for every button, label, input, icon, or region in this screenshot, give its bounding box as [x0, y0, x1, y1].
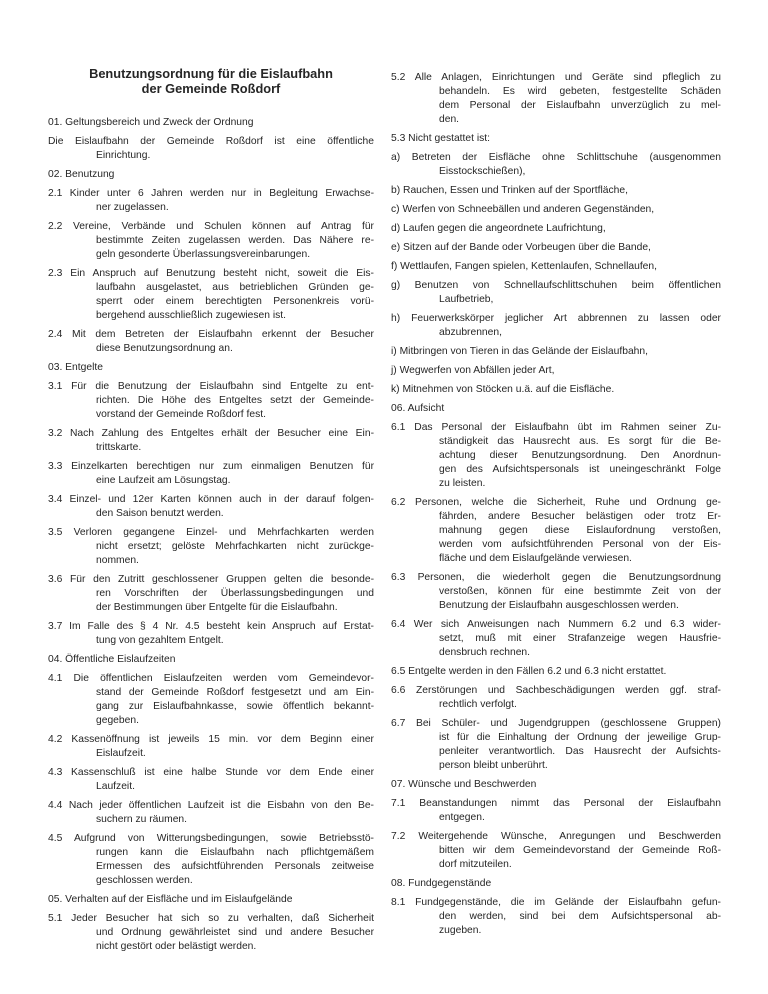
- paragraph: [391, 312, 721, 340]
- text-line: laufbahn ausgelastet, aus betrieblichen Gründen ge-: [96, 282, 374, 293]
- text-line: d) Laufen gegen die angeordnete Laufrichtung,: [391, 223, 606, 234]
- text-line: werden vom aufsichtführenden Personal von der Eis-: [439, 539, 721, 550]
- text-line: nicht gestört oder belästigt werden.: [96, 941, 257, 952]
- text-line: 07. Wünsche und Beschwerden: [391, 779, 537, 790]
- right-column: [391, 66, 721, 943]
- section-heading: [48, 116, 374, 130]
- text-line: rungen kann die Eislaufbahn nach pflichtgemäßem: [96, 847, 374, 858]
- paragraph: [48, 328, 374, 356]
- text-line: 6.2 Personen, welche die Sicherheit, Ruhe und Ordnung ge-: [391, 497, 721, 508]
- document-title: [48, 66, 374, 96]
- paragraph: [391, 222, 721, 236]
- paragraph: [391, 496, 721, 566]
- paragraph: [391, 797, 721, 825]
- text-line: c) Werfen von Schneebällen und anderen Gegenständen,: [391, 204, 655, 215]
- text-line: stand der Gemeinde Roßdorf festgesetzt und am Ein-: [96, 687, 374, 698]
- paragraph: [391, 260, 721, 274]
- text-line: fährden, andere Besucher belästigen oder trotz Er-: [439, 511, 721, 522]
- text-line: Einrichtung.: [96, 150, 151, 161]
- text-line: gang zur Eislaufbahnkasse, sowie öffentlich bekannt-: [96, 701, 374, 712]
- text-line: 3.6 Für den Zutritt geschlossener Gruppen gelten die besonde-: [48, 574, 374, 585]
- paragraph: [48, 220, 374, 262]
- text-line: 6.4 Wer sich Anweisungen nach Nummern 6.2 und 6.3 wider-: [391, 619, 721, 630]
- paragraph: [391, 571, 721, 613]
- text-line: bitten wir dem Gemeindevorstand der Gemeinde Roß-: [439, 845, 721, 856]
- paragraph: [391, 184, 721, 198]
- text-line: und Ordnung gewährleistet sind und andere Besucher: [96, 927, 374, 938]
- text-line: 5.3 Nicht gestattet ist:: [391, 133, 491, 144]
- text-line: mahnung gegen diese Eislaufordnung verstoßen,: [439, 525, 721, 536]
- paragraph: [48, 267, 374, 323]
- paragraph: [391, 421, 721, 491]
- text-line: den.: [439, 114, 460, 125]
- text-line: 2.4 Mit dem Betreten der Eislaufbahn erkennt der Besucher: [48, 329, 374, 340]
- text-line: bergehend ausschließlich zugewiesen ist.: [96, 310, 287, 321]
- paragraph: [391, 684, 721, 712]
- text-line: 4.2 Kassenöffnung ist jeweils 15 min. vor dem Beginn einer: [48, 734, 374, 745]
- text-line: behandeln. Es wird gebeten, festgestellte Schäden: [439, 86, 721, 97]
- text-line: k) Mitnehmen von Stöcken u.ä. auf die Eisfläche.: [391, 384, 615, 395]
- text-line: 3.5 Verloren gegangene Einzel- und Mehrfachkarten werden: [48, 527, 374, 538]
- paragraph: [48, 460, 374, 488]
- text-line: abzubrennen,: [439, 327, 502, 338]
- paragraph: [48, 187, 374, 215]
- text-line: h) Feuerwerkskörper jeglicher Art abbrennen zu lassen oder: [391, 313, 721, 324]
- text-line: geln gesonderte Überlassungsvereinbarungen.: [96, 249, 311, 260]
- text-line: 3.2 Nach Zahlung des Entgeltes erhält der Besucher eine Ein-: [48, 428, 374, 439]
- paragraph: [391, 383, 721, 397]
- text-line: Ermessen des aufsichtführenden Personals zeitweise: [96, 861, 374, 872]
- text-line: suchern zu räumen.: [96, 814, 188, 825]
- text-line: 7.2 Weitergehende Wünsche, Anregungen und Beschwerden: [391, 831, 721, 842]
- paragraph: [48, 380, 374, 422]
- text-line: Laufzeit.: [96, 781, 135, 792]
- paragraph: [391, 830, 721, 872]
- text-line: 4.5 Aufgrund von Witterungsbedingungen, sowie Betriebsstö-: [48, 833, 374, 844]
- text-line: 6.1 Das Personal der Eislaufbahn übt im Rahmen seiner Zu-: [391, 422, 721, 433]
- text-line: 4.3 Kassenschluß ist eine halbe Stunde vor dem Ende einer: [48, 767, 374, 778]
- text-line: 02. Benutzung: [48, 169, 115, 180]
- text-line: setzt, muß mit einer Strafanzeige wegen Hausfrie-: [439, 633, 721, 644]
- text-line: 6.5 Entgelte werden in den Fällen 6.2 und 6.3 nicht erstattet.: [391, 666, 667, 677]
- text-line: a) Betreten der Eisfläche ohne Schlittschuhe (ausgenommen: [391, 152, 721, 163]
- paragraph: [48, 912, 374, 954]
- text-line: verstoßen, können für eine bestimmte Zeit von der: [439, 586, 721, 597]
- text-line: nicht ersetzt; gelöste Mehrfachkarten nicht zurückge-: [96, 541, 374, 552]
- section-heading: [391, 402, 721, 416]
- document-title-line: der Gemeinde Roßdorf: [141, 81, 281, 96]
- text-line: nommen.: [96, 555, 139, 566]
- paragraph: [48, 493, 374, 521]
- text-line: j) Wegwerfen von Abfällen jeder Art,: [391, 365, 555, 376]
- paragraph: [391, 717, 721, 773]
- paragraph: [391, 71, 721, 127]
- text-line: 03. Entgelte: [48, 362, 103, 373]
- text-line: ren Vorschriften der Überlassungsbedingungen und: [96, 588, 374, 599]
- text-line: Benutzung der Eislaufbahn ausgeschlossen werden.: [439, 600, 679, 611]
- paragraph: [391, 896, 721, 938]
- text-line: 4.1 Die öffentlichen Eislaufzeiten werden vom Gemeindevor-: [48, 673, 374, 684]
- paragraph: [48, 672, 374, 728]
- text-line: e) Sitzen auf der Bande oder Vorbeugen über die Bande,: [391, 242, 651, 253]
- text-line: i) Mitbringen von Tieren in das Gelände der Eislaufbahn,: [391, 346, 648, 357]
- text-line: 5.1 Jeder Besucher hat sich so zu verhalten, daß Sicherheit: [48, 913, 374, 924]
- paragraph: [48, 766, 374, 794]
- text-line: 3.4 Einzel- und 12er Karten können auch in der darauf folgen-: [48, 494, 374, 505]
- text-line: 3.1 Für die Benutzung der Eislaufbahn sind Entgelte zu ent-: [48, 381, 374, 392]
- text-line: den Saison benutzt werden.: [96, 508, 224, 519]
- document-title-line: Benutzungsordnung für die Eislaufbahn: [89, 66, 333, 81]
- text-line: 08. Fundgegenstände: [391, 878, 492, 889]
- paragraph: [48, 135, 374, 163]
- text-line: 04. Öffentliche Eislaufzeiten: [48, 654, 176, 665]
- paragraph: [48, 526, 374, 568]
- text-line: Eislaufzeit.: [96, 748, 146, 759]
- paragraph: [391, 618, 721, 660]
- text-line: trittskarte.: [96, 442, 142, 453]
- text-line: sperrt oder einem berechtigten Personenkreis vorü-: [96, 296, 374, 307]
- text-line: penleiter verantwortlich. Das Hausrecht der Aufsichts-: [439, 746, 721, 757]
- paragraph: [391, 364, 721, 378]
- left-column: [48, 66, 374, 959]
- text-line: dorf mitzuteilen.: [439, 859, 512, 870]
- text-line: Die Eislaufbahn der Gemeinde Roßdorf ist eine öffentliche: [48, 136, 374, 147]
- section-heading: [48, 893, 374, 907]
- text-line: 7.1 Beanstandungen nimmt das Personal der Eislaufbahn: [391, 798, 721, 809]
- text-line: geschlossen werden.: [96, 875, 193, 886]
- section-heading: [48, 361, 374, 375]
- text-line: zugeben.: [439, 925, 482, 936]
- text-line: bestimmte Zeiten zugelassen werden. Das Nähere re-: [96, 235, 374, 246]
- text-line: entgegen.: [439, 812, 485, 823]
- text-line: 6.3 Personen, die wiederholt gegen die Benutzungsordnung: [391, 572, 721, 583]
- text-line: 01. Geltungsbereich und Zweck der Ordnung: [48, 117, 254, 128]
- paragraph: [48, 620, 374, 648]
- paragraph: [48, 573, 374, 615]
- text-line: g) Benutzen von Schnellaufschlittschuhen beim öffentlichen: [391, 280, 721, 291]
- text-line: 4.4 Nach jeder öffentlichen Laufzeit ist die Eisbahn von den Be-: [48, 800, 374, 811]
- text-line: 3.7 Im Falle des § 4 Nr. 4.5 besteht kein Anspruch auf Erstat-: [48, 621, 374, 632]
- text-line: gen des Aufsichtspersonals ist uneingeschränkt Folge: [439, 464, 721, 475]
- paragraph: [48, 733, 374, 761]
- text-line: fläche und dem Eislaufgelände verwiesen.: [439, 553, 632, 564]
- text-line: dem Personal der Eislaufbahn unverzüglich zu mel-: [439, 100, 721, 111]
- paragraph: [48, 427, 374, 455]
- text-line: achtung dieser Benutzungsordnung. Den Anordnun-: [439, 450, 721, 461]
- section-heading: [391, 778, 721, 792]
- section-heading: [48, 168, 374, 182]
- text-line: vorstand der Gemeinde Roßdorf fest.: [96, 409, 266, 420]
- paragraph: [391, 151, 721, 179]
- section-heading: [391, 877, 721, 891]
- text-line: der Bestimmungen über Entgelte für die Eislaufbahn.: [96, 602, 338, 613]
- text-line: f) Wettlaufen, Fangen spielen, Kettenlaufen, Schnellaufen,: [391, 261, 657, 272]
- text-line: 2.2 Vereine, Verbände und Schulen können auf Antrag für: [48, 221, 374, 232]
- section-heading: [48, 653, 374, 667]
- paragraph: [391, 241, 721, 255]
- text-line: richten. Die Höhe des Entgeltes setzt der Gemeinde-: [96, 395, 374, 406]
- text-line: ner zugelassen.: [96, 202, 169, 213]
- text-line: den werden, sind bei dem Aufsichtspersonal ab-: [439, 911, 721, 922]
- text-line: diese Benutzungsordnung an.: [96, 343, 233, 354]
- text-line: tung von gezahltem Entgelt.: [96, 635, 224, 646]
- paragraph: [391, 279, 721, 307]
- text-line: gegeben.: [96, 715, 139, 726]
- text-line: ständigkeit das Hausrecht aus. Es sorgt für die Be-: [439, 436, 721, 447]
- paragraph: [391, 203, 721, 217]
- text-line: 05. Verhalten auf der Eisfläche und im Eislaufgelände: [48, 894, 293, 905]
- text-line: zu leisten.: [439, 478, 486, 489]
- paragraph: [48, 799, 374, 827]
- paragraph: [391, 345, 721, 359]
- text-line: Eisstockschießen),: [439, 166, 526, 177]
- text-line: 6.7 Bei Schüler- und Jugendgruppen (geschlossene Gruppen): [391, 718, 721, 729]
- paragraph: [48, 832, 374, 888]
- text-line: 2.3 Ein Anspruch auf Benutzung besteht nicht, soweit die Eis-: [48, 268, 374, 279]
- text-line: Laufbetrieb,: [439, 294, 494, 305]
- text-line: eine Laufzeit am Lösungstag.: [96, 475, 231, 486]
- text-line: 8.1 Fundgegenstände, die im Gelände der Eislaufbahn gefun-: [391, 897, 721, 908]
- text-line: 06. Aufsicht: [391, 403, 445, 414]
- text-line: densbruch rechnen.: [439, 647, 531, 658]
- text-line: 6.6 Zerstörungen und Sachbeschädigungen werden ggf. straf-: [391, 685, 721, 696]
- text-line: ist für die Einhaltung der Ordnung der jeweilige Grup-: [439, 732, 721, 743]
- paragraph: [391, 665, 721, 679]
- text-line: b) Rauchen, Essen und Trinken auf der Sportfläche,: [391, 185, 628, 196]
- text-line: 5.2 Alle Anlagen, Einrichtungen und Geräte sind pfleglich zu: [391, 72, 721, 83]
- paragraph: [391, 132, 721, 146]
- text-line: 2.1 Kinder unter 6 Jahren werden nur in Begleitung Erwachse-: [48, 188, 374, 199]
- text-line: person bleibt unberührt.: [439, 760, 548, 771]
- text-line: 3.3 Einzelkarten berechtigen nur zum einmaligen Benutzen für: [48, 461, 374, 472]
- text-line: rechtlich verfolgt.: [439, 699, 517, 710]
